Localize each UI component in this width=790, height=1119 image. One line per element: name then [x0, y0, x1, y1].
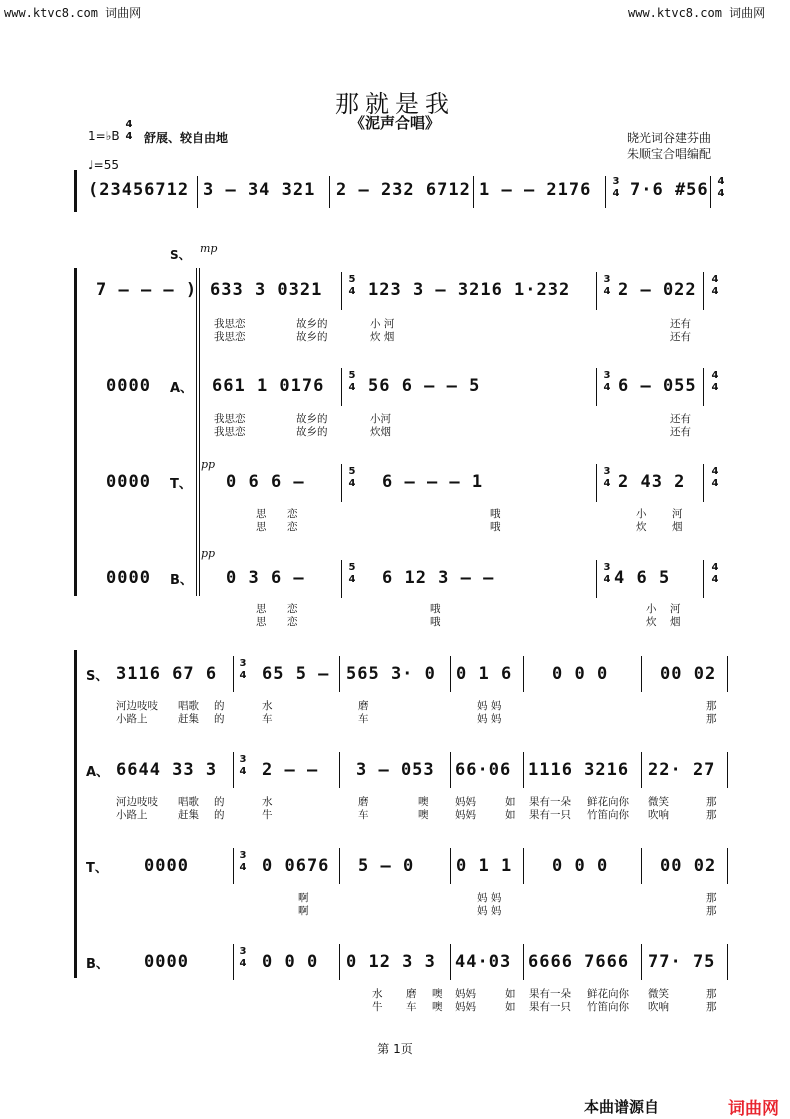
dynamic-mark-pp: pp	[201, 458, 216, 471]
watermark-url: www.ktvc8.com	[628, 6, 722, 20]
alto-m1: 661 1 0176	[212, 376, 325, 396]
lyric-line: 故乡的 故乡的	[296, 318, 328, 343]
tempo-mark: ♩=55	[88, 158, 119, 172]
time-signature: 3 4	[239, 658, 247, 681]
lyric-line: 的 的	[214, 700, 225, 725]
barline	[523, 848, 524, 884]
lyric-line: 河 烟	[670, 603, 681, 628]
soprano-m1: 633 3 0321	[210, 280, 323, 300]
barline	[596, 272, 597, 310]
barline	[329, 176, 330, 208]
bass-m3: 4 6 5	[614, 568, 671, 588]
intro-bar-2: 3 – 34 321	[203, 180, 316, 200]
soprano-m2: 123 3 – 3216 1·232	[368, 280, 571, 300]
lyric-line: 思 思	[256, 603, 267, 628]
lyric-line: 我思恋 我思恋	[214, 413, 246, 438]
watermark-url: www.ktvc8.com	[4, 6, 98, 20]
site-logo: 词曲网	[728, 1099, 779, 1119]
barline	[473, 176, 474, 208]
time-signature: 4 4	[717, 176, 725, 199]
lyric-line: 鲜花向你 竹笛向你	[587, 988, 629, 1013]
voice-label-soprano-header: S、	[170, 248, 191, 262]
barline	[596, 368, 597, 406]
lyric-line: 妈妈 妈妈	[455, 988, 476, 1013]
alto-m3: 6 – 055	[618, 376, 697, 396]
intro-bar-1: (23456712	[88, 180, 190, 200]
s2-bass-m4: 44·03	[455, 952, 512, 972]
lyric-line: 如 如	[505, 988, 516, 1013]
lyric-line: 妈妈 妈妈	[455, 796, 476, 821]
time-signature: 4 4	[711, 274, 719, 297]
barline	[341, 272, 342, 310]
s2-bass-m3: 0 12 3 3	[346, 952, 436, 972]
barline	[523, 656, 524, 692]
barline	[641, 752, 642, 788]
bass-m1: 0 3 6 –	[226, 568, 305, 588]
system2-bracket	[74, 650, 77, 978]
s2-tenor-m6: 00 02	[660, 856, 717, 876]
lead-rest: 0000	[106, 472, 151, 492]
barline	[641, 848, 642, 884]
barline	[727, 944, 728, 980]
time-signature: 4 4	[711, 562, 719, 585]
lyric-line: 微笑 吹响	[648, 988, 669, 1013]
lyric-line: 那 那	[706, 796, 717, 821]
barline	[339, 752, 340, 788]
credits-arranger: 朱顺宝合唱编配	[627, 147, 712, 161]
voice-label-bass: B、	[86, 957, 109, 972]
lyric-line: 那 那	[706, 988, 717, 1013]
lyric-line: 妈 妈 妈 妈	[477, 892, 502, 917]
source-text: 本曲谱源自	[584, 1098, 660, 1116]
lyric-line: 鲜花向你 竹笛向你	[587, 796, 629, 821]
watermark-right	[628, 4, 765, 21]
tenor-m3: 2 43 2	[618, 472, 686, 492]
lyric-line: 唱歌 赶集	[178, 796, 199, 821]
lyric-line: 唱歌 赶集	[178, 700, 199, 725]
lyric-line: 恋 恋	[287, 603, 298, 628]
lyric-line: 思 思	[256, 508, 267, 533]
lyric-line: 啊 啊	[298, 892, 309, 917]
time-signature: 4 4	[711, 370, 719, 393]
barline	[710, 176, 711, 208]
barline	[450, 752, 451, 788]
s2-bass-m6: 77· 75	[648, 952, 716, 972]
barline	[233, 752, 234, 788]
intro-bracket	[74, 170, 77, 212]
barline	[703, 272, 704, 310]
s2-tenor-m5: 0 0 0	[552, 856, 609, 876]
barline	[703, 368, 704, 406]
credits-composer: 晓光词谷建芬曲	[627, 131, 712, 145]
barline	[703, 464, 704, 502]
barline	[727, 848, 728, 884]
barline	[450, 656, 451, 692]
lyric-line: 噢 噢	[432, 988, 443, 1013]
lead-rest: 0000	[106, 568, 151, 588]
lyric-line: 的 的	[214, 796, 225, 821]
intro-bar-5: 7·6 #56	[630, 180, 709, 200]
time-signature: 5 4	[348, 370, 356, 393]
voice-label-soprano: S、	[86, 669, 109, 684]
lead-rest: 0000	[106, 376, 151, 396]
page-subtitle: 《泥声合唱》	[349, 114, 440, 132]
time-signature: 3 4	[239, 850, 247, 873]
time-signature: 4 4	[711, 466, 719, 489]
tenor-m1: 0 6 6 –	[226, 472, 305, 492]
barline	[339, 848, 340, 884]
lyric-line: 磨 车	[358, 796, 369, 821]
dynamic-mark-mp: mp	[200, 242, 218, 255]
barline	[703, 560, 704, 598]
voice-label-tenor: T、	[170, 477, 192, 492]
lyric-line: 噢 噢	[418, 796, 429, 821]
s2-alto-m4: 66·06	[455, 760, 512, 780]
lyric-line: 河 烟	[672, 508, 683, 533]
lyric-line: 果有一朵 果有一只	[529, 796, 571, 821]
time-signature: 3 4	[239, 754, 247, 777]
barline	[233, 944, 234, 980]
lyric-line: 水 牛	[262, 796, 273, 821]
barline	[523, 944, 524, 980]
system1-repeat-line	[196, 268, 197, 596]
tenor-m2: 6 – – – 1	[382, 472, 484, 492]
s2-alto-m2: 2 – –	[262, 760, 319, 780]
barline	[727, 752, 728, 788]
lyric-line: 果有一朵 果有一只	[529, 988, 571, 1013]
s2-bass-m1: 0000	[144, 952, 189, 972]
barline	[341, 368, 342, 406]
barline	[641, 656, 642, 692]
voice-label-tenor: T、	[86, 861, 108, 876]
barline	[596, 560, 597, 598]
lyric-line: 恋 恋	[287, 508, 298, 533]
s2-tenor-m3: 5 – 0	[358, 856, 415, 876]
lyric-line: 小河 炊烟	[370, 413, 391, 438]
voice-label-alto: A、	[86, 765, 110, 780]
s2-alto-m1: 6644 33 3	[116, 760, 218, 780]
time-signature: 4 4	[125, 119, 133, 142]
lyric-line: 那 那	[706, 700, 717, 725]
lyric-line: 哦 哦	[430, 603, 441, 628]
lyric-line: 还有 还有	[670, 413, 691, 438]
lyric-line: 小 河 炊 烟	[370, 318, 395, 343]
lyric-line: 如 如	[505, 796, 516, 821]
lyric-line: 妈 妈 妈 妈	[477, 700, 502, 725]
lyric-line: 水 牛	[372, 988, 383, 1013]
time-signature: 3 4	[612, 176, 620, 199]
alto-m2: 56 6 – – 5	[368, 376, 481, 396]
key-signature: 1=♭B	[88, 129, 120, 143]
barline	[233, 656, 234, 692]
barline	[596, 464, 597, 502]
page-number: 第 1页	[377, 1042, 413, 1056]
soprano-m3: 2 – 022	[618, 280, 697, 300]
s2-soprano-m4: 0 1 6	[456, 664, 513, 684]
s2-alto-m5: 1116 3216	[528, 760, 630, 780]
barline	[339, 944, 340, 980]
s2-soprano-m2: 65 5 –	[262, 664, 330, 684]
barline	[523, 752, 524, 788]
bass-m2: 6 12 3 – –	[382, 568, 495, 588]
barline	[727, 656, 728, 692]
lyric-line: 磨 车	[406, 988, 417, 1013]
time-signature: 5 4	[348, 466, 356, 489]
s2-bass-m2: 0 0 0	[262, 952, 319, 972]
lyric-line: 还有 还有	[670, 318, 691, 343]
barline	[339, 656, 340, 692]
time-signature: 3 4	[603, 370, 611, 393]
s2-tenor-m1: 0000	[144, 856, 189, 876]
voice-label-bass: B、	[170, 573, 193, 588]
lead-notes: 7 – – – )	[96, 280, 198, 300]
time-signature: 3 4	[239, 946, 247, 969]
expression-mark: 舒展、较自由地	[144, 131, 229, 145]
lyric-line: 小 炊	[636, 508, 647, 533]
watermark-left	[4, 4, 141, 21]
time-signature: 3 4	[603, 274, 611, 297]
page-title: 那就是我	[335, 90, 455, 118]
time-signature: 5 4	[348, 274, 356, 297]
barline	[197, 176, 198, 208]
lyric-line: 河边吱吱 小路上	[116, 700, 158, 725]
s2-soprano-m1: 3116 67 6	[116, 664, 218, 684]
barline	[605, 176, 606, 208]
barline	[450, 848, 451, 884]
watermark-site-name: 词曲网	[105, 6, 142, 20]
system1-bracket	[74, 268, 77, 596]
lyric-line: 磨 车	[358, 700, 369, 725]
s2-tenor-m4: 0 1 1	[456, 856, 513, 876]
barline	[341, 560, 342, 598]
lyric-line: 河边吱吱 小路上	[116, 796, 158, 821]
s2-tenor-m2: 0 0676	[262, 856, 330, 876]
s2-alto-m6: 22· 27	[648, 760, 716, 780]
barline	[450, 944, 451, 980]
system1-repeat-line	[199, 268, 200, 596]
s2-alto-m3: 3 – 053	[356, 760, 435, 780]
time-signature: 3 4	[603, 466, 611, 489]
barline	[233, 848, 234, 884]
time-signature: 5 4	[348, 562, 356, 585]
lyric-line: 我思恋 我思恋	[214, 318, 246, 343]
s2-soprano-m6: 00 02	[660, 664, 717, 684]
time-signature: 3 4	[603, 562, 611, 585]
lyric-line: 微笑 吹响	[648, 796, 669, 821]
intro-bar-3: 2 – 232 6712	[336, 180, 471, 200]
lyric-line: 哦 哦	[490, 508, 501, 533]
barline	[641, 944, 642, 980]
voice-label-alto: A、	[170, 381, 194, 396]
s2-soprano-m5: 0 0 0	[552, 664, 609, 684]
lyric-line: 那 那	[706, 892, 717, 917]
intro-bar-4: 1 – – 2176	[479, 180, 592, 200]
lyric-line: 故乡的 故乡的	[296, 413, 328, 438]
dynamic-mark-pp: pp	[201, 547, 216, 560]
barline	[341, 464, 342, 502]
s2-bass-m5: 6666 7666	[528, 952, 630, 972]
s2-soprano-m3: 565 3· 0	[346, 664, 436, 684]
lyric-line: 小 炊	[646, 603, 657, 628]
lyric-line: 水 车	[262, 700, 273, 725]
watermark-site-name: 词曲网	[729, 6, 766, 20]
